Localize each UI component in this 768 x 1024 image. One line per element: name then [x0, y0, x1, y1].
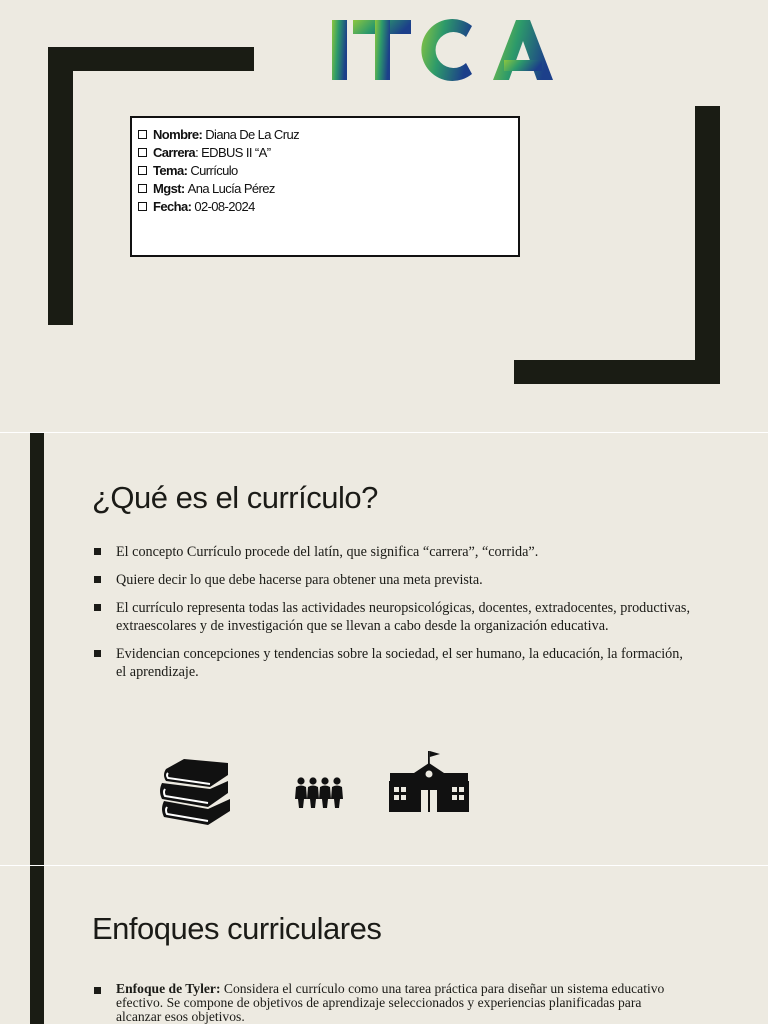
school-icon [388, 749, 470, 813]
info-label: Mgst: [153, 180, 185, 196]
bullet-item-label: Enfoque de Tyler: [116, 981, 221, 996]
bullet-list [92, 982, 682, 1024]
info-value: 02-08-2024 [194, 198, 255, 214]
slide-title: Enfoques curriculares [92, 911, 382, 946]
slide-title: ¿Qué es el currículo? [92, 480, 378, 515]
curriculum-definition-slide[interactable] [0, 433, 768, 865]
accent-bar [30, 866, 44, 1024]
frame-corner-bottom-right-vertical [695, 106, 720, 384]
info-label: Tema: [153, 162, 188, 178]
people-icon [294, 777, 346, 809]
frame-corner-top-left-horizontal [48, 47, 254, 71]
info-value: Currículo [190, 162, 238, 178]
checkbox-bullet-icon [138, 202, 147, 211]
bullet-item-text: Considera el currículo como una tarea práctica para diseñar un sistema educativo efectivo. Se compone de objetivos de aprendizaje seleccionados y experiencias planificadas para alcanzar esos objetivos. [116, 981, 665, 1024]
info-row-fecha [138, 197, 518, 215]
bullet-item [92, 982, 682, 1024]
books-icon [158, 759, 232, 827]
checkbox-bullet-icon [138, 130, 147, 139]
info-row-nombre [138, 126, 518, 144]
info-value: : EDBUS II “A” [195, 145, 271, 161]
bullet-item: Evidencian concepciones y tendencias sobre la sociedad, el ser humano, la educación, la formación, el aprendizaje. [92, 645, 692, 681]
info-row-carrera [138, 144, 518, 162]
frame-corner-bottom-right-horizontal [514, 360, 720, 384]
info-label: Fecha: [153, 198, 192, 214]
info-label: Carrera [153, 145, 196, 161]
bullet-item: Quiere decir lo que debe hacerse para obtener una meta prevista. [92, 571, 692, 589]
info-value: Ana Lucía Pérez [187, 180, 275, 196]
checkbox-bullet-icon [138, 184, 147, 193]
title-slide[interactable] [0, 0, 768, 432]
frame-corner-top-left-vertical [48, 47, 73, 325]
student-info-box [130, 116, 520, 257]
curricular-approaches-slide[interactable] [0, 866, 768, 1024]
checkbox-bullet-icon [138, 166, 147, 175]
info-row-tema [138, 162, 518, 180]
accent-bar [30, 433, 44, 865]
itca-logo [330, 14, 554, 84]
bullet-item: El currículo representa todas las actividades neuropsicológicas, docentes, extradocentes, productivas, extraescolares y de investigación que se llevan a cabo desde la organización educativa. [92, 599, 692, 635]
bullet-item: El concepto Currículo procede del latín, que significa “carrera”, “corrida”. [92, 543, 692, 561]
info-row-mgst [138, 179, 518, 197]
info-value: Diana De La Cruz [205, 127, 299, 143]
bullet-list [92, 543, 692, 691]
info-label: Nombre: [153, 127, 203, 143]
checkbox-bullet-icon [138, 148, 147, 157]
